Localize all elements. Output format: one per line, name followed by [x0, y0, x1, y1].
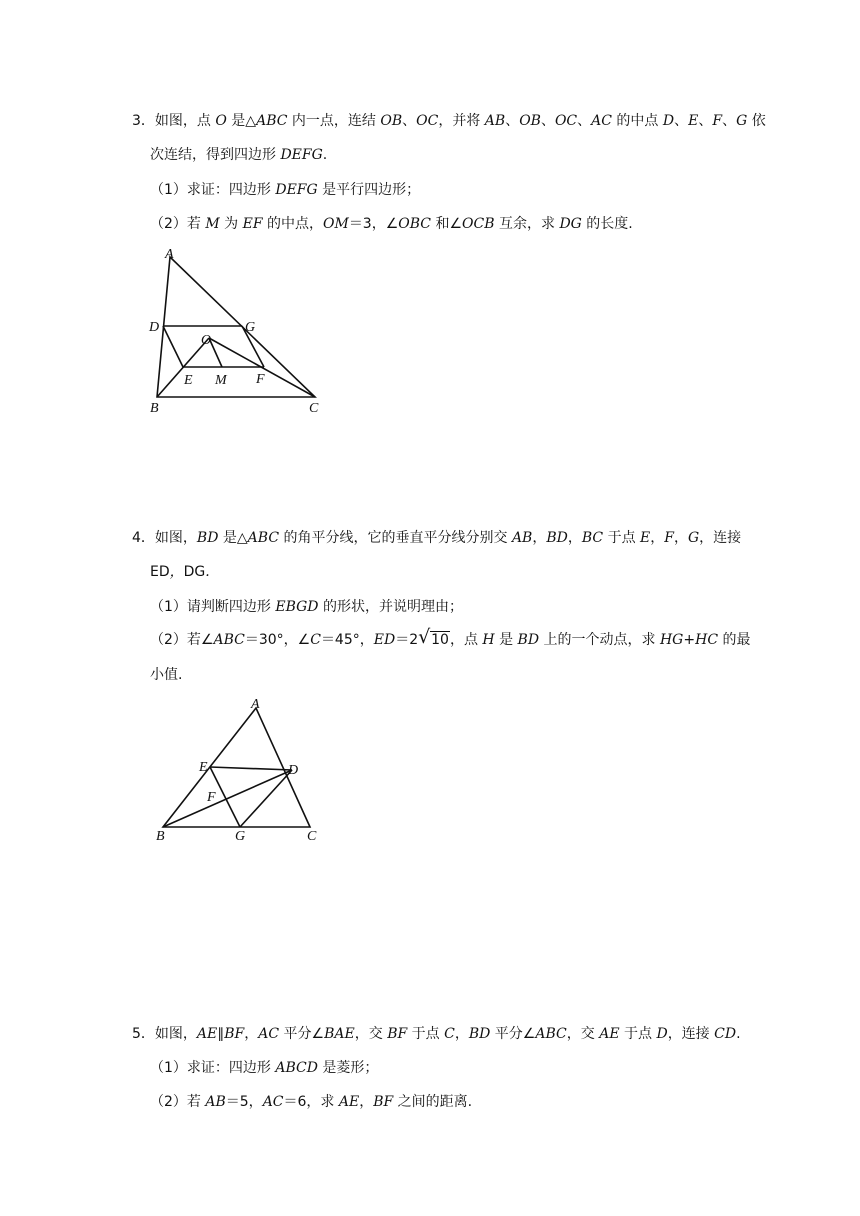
text-run: （2）若	[150, 1094, 206, 1110]
text-run: 次连结，得到四边形	[150, 147, 281, 163]
text-run: 为	[219, 216, 243, 232]
math-variable: G	[687, 530, 700, 546]
text-run: 的角平分线，它的垂直平分线分别交	[279, 530, 512, 546]
text-run: .	[322, 147, 328, 163]
sqrt-expression: √ 10	[418, 626, 449, 648]
problem-4-stem: 4．如图，BD 是△ABC 的角平分线，它的垂直平分线分别交 AB，BD，BC 于点 E，F，G，连接	[132, 530, 742, 546]
label-G: G	[235, 829, 246, 844]
text-run: ＝2	[395, 632, 419, 648]
math-variable: BD	[546, 530, 568, 546]
text-run: 的形状，并说明理由；	[318, 599, 463, 615]
text-run: .	[736, 1026, 741, 1042]
text-run: ＝45°，	[320, 632, 374, 648]
text-run: 平分∠	[279, 1026, 325, 1042]
text-run: 如图，	[154, 1026, 197, 1042]
problem-4-figure	[150, 690, 340, 850]
math-variable: C	[444, 1026, 455, 1042]
text-run: ，交	[566, 1026, 600, 1042]
math-variable: ABC	[247, 530, 280, 546]
math-variable: M	[205, 216, 220, 232]
text-run: 内一点，连结	[287, 113, 381, 129]
math-variable: AE	[338, 1094, 360, 1110]
text-run: ，	[567, 530, 582, 546]
text-run: （2）若	[150, 216, 206, 232]
problem-3-part-1	[150, 180, 420, 200]
label-A: A	[165, 247, 174, 262]
text-run: ，交	[354, 1026, 388, 1042]
text-run: ，	[673, 530, 688, 546]
math-variable: BAE	[324, 1026, 355, 1042]
math-variable: ABC	[213, 632, 245, 648]
math-variable: DG	[559, 216, 582, 232]
text-run: ，连接	[667, 1026, 715, 1042]
math-variable: BD	[468, 1026, 491, 1042]
text-run: ＝6，求	[283, 1094, 339, 1110]
math-variable: F	[712, 113, 723, 129]
label-C: C	[309, 401, 319, 416]
text-run: 、	[674, 113, 689, 129]
math-variable: EBGD	[275, 599, 319, 615]
label-D: D	[149, 320, 160, 335]
math-variable: EF	[242, 216, 263, 232]
math-variable: AB	[205, 1094, 226, 1110]
text-run: 是	[494, 632, 518, 648]
math-variable: AC	[258, 1026, 280, 1042]
math-variable: AB	[511, 530, 533, 546]
problem-3-stem: 3．如图，点 O 是△ABC 内一点，连结 OB、OC，并将 AB、OB、OC、AC 的中点 D、E、F、G 依	[132, 113, 766, 129]
text-run: （1）求证：四边形	[150, 1060, 276, 1076]
text-run: 于点	[407, 1026, 445, 1042]
text-run: （1）求证：四边形	[150, 182, 276, 198]
math-variable: D	[656, 1026, 668, 1042]
text-run: ，	[532, 530, 547, 546]
math-variable: F	[664, 530, 674, 546]
text-run: 、	[698, 113, 713, 129]
text-run: 和∠	[431, 216, 463, 232]
math-variable: O	[215, 113, 227, 129]
math-variable: DEFG	[280, 147, 323, 163]
label-M: M	[215, 373, 227, 388]
math-variable: ED	[373, 632, 396, 648]
text-run: 如图，点	[154, 113, 216, 129]
math-variable: OBC	[398, 216, 432, 232]
math-variable: D	[662, 113, 675, 129]
math-variable: BF	[224, 1026, 245, 1042]
math-variable: AB	[484, 113, 506, 129]
text-run: ，	[244, 1026, 259, 1042]
text-run: 、	[577, 113, 592, 129]
problem-5-part-1	[150, 1058, 378, 1078]
text-run: ，连接	[699, 530, 742, 546]
problem-3-stem-continued	[150, 145, 327, 165]
segment-bd	[163, 770, 292, 827]
text-run: ED	[150, 564, 170, 580]
label-A: A	[251, 697, 260, 712]
math-variable: OCB	[462, 216, 495, 232]
problem-3-part-2	[150, 214, 633, 234]
text-run: 、	[505, 113, 520, 129]
math-variable: ABC	[256, 113, 288, 129]
problem-4-part-2	[150, 626, 751, 650]
segment-de	[163, 326, 183, 367]
math-variable: .	[205, 564, 210, 580]
label-B: B	[156, 829, 165, 844]
label-E: E	[184, 373, 193, 388]
text-run: 是平行四边形；	[317, 182, 421, 198]
problem-4-part-1	[150, 597, 463, 617]
math-variable: CD	[714, 1026, 737, 1042]
problem-5-part-2	[150, 1092, 472, 1112]
math-variable: BF	[373, 1094, 394, 1110]
problem-4-part-2-continued: 小值.	[150, 667, 183, 683]
math-variable: ，	[169, 564, 184, 580]
segment-dg	[240, 770, 292, 827]
problem-5-stem: 5．如图，AE∥BF，AC 平分∠BAE，交 BF 于点 C，BD 平分∠ABC，交 AE 于点 D，连接 CD.	[132, 1026, 741, 1042]
math-variable: BC	[581, 530, 604, 546]
triangle-abc	[157, 257, 315, 397]
text-run: ，	[650, 530, 665, 546]
text-run: 之间的距离.	[393, 1094, 473, 1110]
segment-ed	[210, 767, 292, 770]
text-run: 的中点，	[262, 216, 323, 232]
text-run: ＝3，∠	[348, 216, 399, 232]
text-run: ，并将	[438, 113, 485, 129]
math-variable: C	[310, 632, 321, 648]
text-run: 、	[540, 113, 555, 129]
label-D: D	[288, 763, 299, 778]
math-variable: BD	[196, 530, 219, 546]
text-run: 于点	[603, 530, 641, 546]
text-run: DG	[183, 564, 206, 580]
text-run: 的长度.	[581, 216, 633, 232]
text-run: 是△	[226, 113, 257, 129]
label-F: F	[256, 372, 265, 387]
math-variable: OC	[416, 113, 439, 129]
text-run: 是菱形；	[317, 1060, 379, 1076]
problem-3-figure	[140, 240, 340, 420]
math-variable: H	[482, 632, 495, 648]
math-variable: OB	[519, 113, 541, 129]
math-variable: AC	[262, 1094, 284, 1110]
math-variable: HG	[659, 632, 684, 648]
label-F: F	[207, 790, 216, 805]
math-variable: E	[688, 113, 699, 129]
math-variable: OB	[380, 113, 403, 129]
math-variable: E	[640, 530, 651, 546]
text-run: 的最	[718, 632, 751, 648]
text-run: ＝5，	[225, 1094, 263, 1110]
text-run: 互余，求	[494, 216, 560, 232]
math-variable: BF	[387, 1026, 408, 1042]
text-run: （1）请判断四边形	[150, 599, 276, 615]
label-O: O	[201, 333, 212, 348]
math-variable: AC	[591, 113, 612, 129]
text-run: ，	[454, 1026, 469, 1042]
text-run: 于点	[619, 1026, 657, 1042]
text-run: 上的一个动点，求	[539, 632, 660, 648]
text-run: ，	[359, 1094, 374, 1110]
math-variable: DEFG	[275, 182, 318, 198]
text-run: （2）若∠	[150, 632, 214, 648]
text-run: ，点	[449, 632, 483, 648]
math-variable: OM	[323, 216, 349, 232]
text-run: ∥	[217, 1026, 225, 1042]
label-C: C	[307, 829, 317, 844]
text-run: ＝30°，∠	[244, 632, 311, 648]
label-E: E	[199, 760, 208, 775]
text-run: 平分∠	[490, 1026, 536, 1042]
text-run: 的中点	[611, 113, 663, 129]
text-run: 如图，	[154, 530, 197, 546]
text-run: 依	[747, 113, 766, 129]
math-variable: BD	[517, 632, 540, 648]
text-run: 、	[402, 113, 417, 129]
text-run: +	[683, 632, 696, 648]
label-G: G	[245, 320, 256, 335]
label-B: B	[150, 401, 159, 416]
math-variable: ABC	[535, 1026, 567, 1042]
math-variable: OC	[554, 113, 578, 129]
problem-4-stem-continued	[150, 562, 210, 582]
text-run: 、	[722, 113, 737, 129]
math-variable: G	[736, 113, 748, 129]
radical-sign-icon: √	[418, 626, 431, 648]
math-variable: AE	[196, 1026, 218, 1042]
math-variable: ABCD	[275, 1060, 318, 1076]
math-variable: AE	[599, 1026, 620, 1042]
text-run: 是△	[218, 530, 248, 546]
math-variable: HC	[695, 632, 719, 648]
